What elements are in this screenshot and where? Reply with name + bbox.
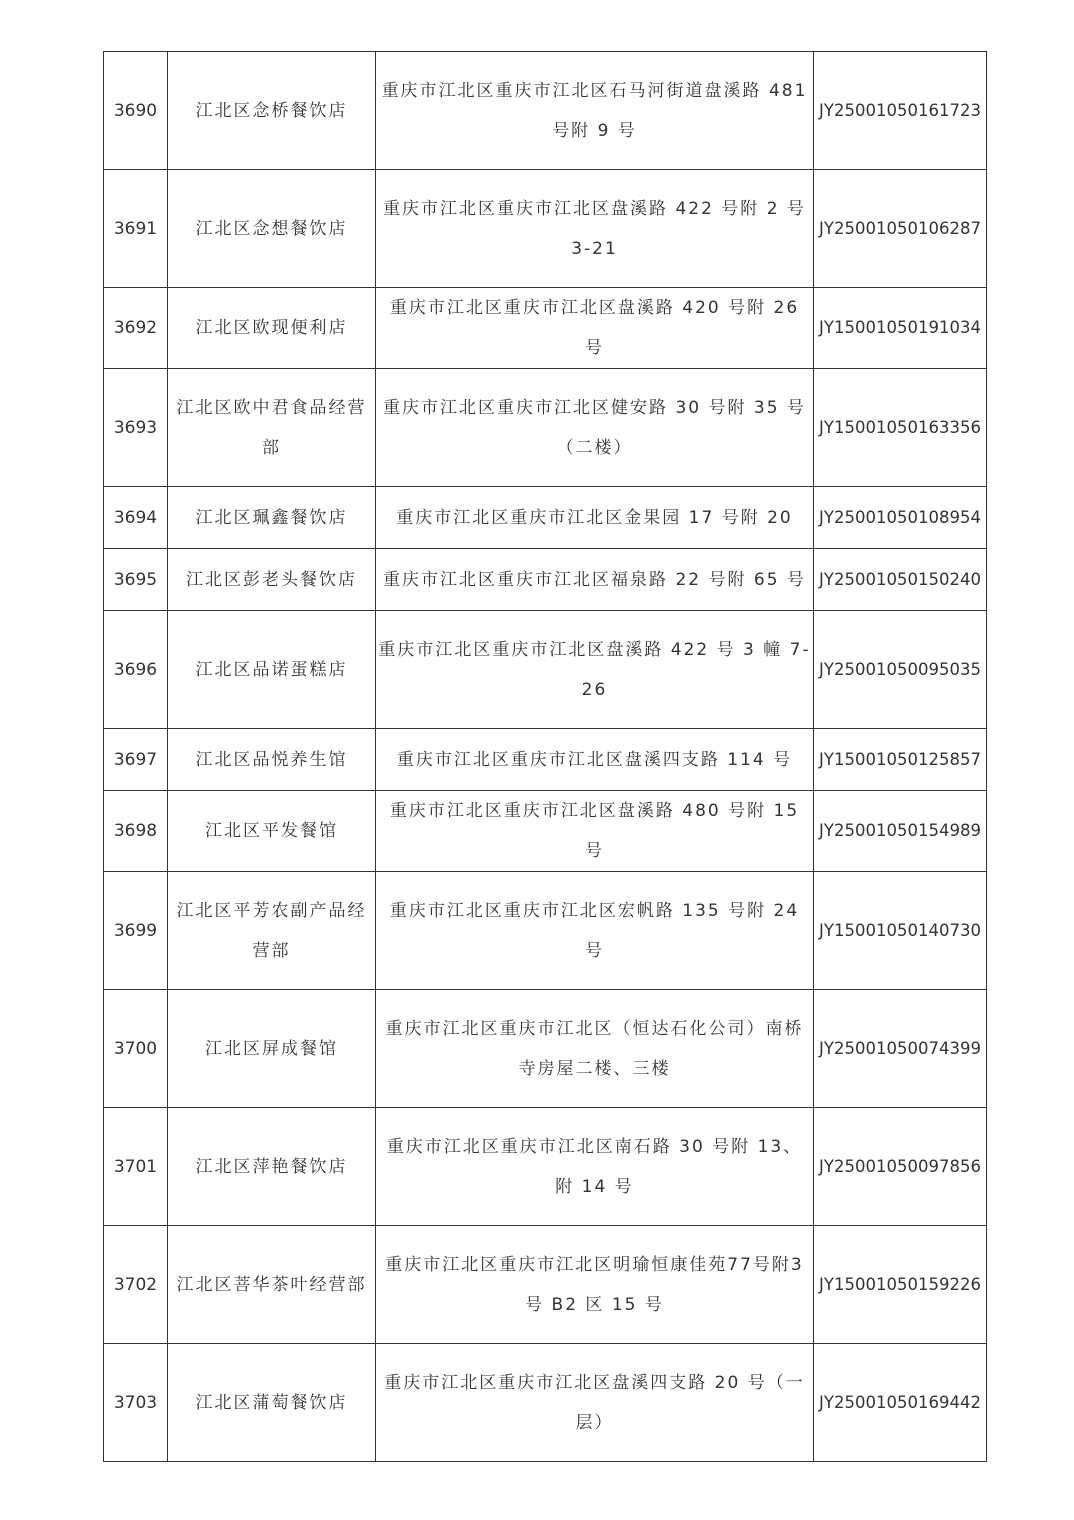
license-number: JY25001050097856 (814, 1108, 987, 1226)
table-row (104, 791, 987, 872)
license-number: JY25001050169442 (814, 1344, 987, 1462)
business-name: 江北区珮鑫餐饮店 (168, 487, 376, 549)
row-number: 3697 (104, 729, 168, 791)
row-number: 3700 (104, 990, 168, 1108)
business-name: 江北区菩华茶叶经营部 (168, 1226, 376, 1344)
table-row (104, 288, 987, 369)
business-address: 重庆市江北区重庆市江北区金果园 17 号附 20 (376, 487, 814, 549)
business-address: 重庆市江北区重庆市江北区明瑜恒康佳苑77号附3号 B2 区 15 号 (376, 1226, 814, 1344)
business-address: 重庆市江北区重庆市江北区石马河街道盘溪路 481 号附 9 号 (376, 52, 814, 170)
business-name: 江北区蒲萄餐饮店 (168, 1344, 376, 1462)
business-name: 江北区念想餐饮店 (168, 170, 376, 288)
table-row (104, 611, 987, 729)
row-number: 3691 (104, 170, 168, 288)
row-number: 3696 (104, 611, 168, 729)
row-number: 3695 (104, 549, 168, 611)
business-address: 重庆市江北区重庆市江北区（恒达石化公司）南桥寺房屋二楼、三楼 (376, 990, 814, 1108)
row-number: 3699 (104, 872, 168, 990)
license-number: JY25001050106287 (814, 170, 987, 288)
row-number: 3702 (104, 1226, 168, 1344)
business-address: 重庆市江北区重庆市江北区盘溪路 420 号附 26 号 (376, 288, 814, 369)
business-address: 重庆市江北区重庆市江北区宏帆路 135 号附 24 号 (376, 872, 814, 990)
business-name: 江北区萍艳餐饮店 (168, 1108, 376, 1226)
table-row (104, 52, 987, 170)
row-number: 3701 (104, 1108, 168, 1226)
business-address: 重庆市江北区重庆市江北区福泉路 22 号附 65 号 (376, 549, 814, 611)
table-row (104, 990, 987, 1108)
business-name: 江北区品悦养生馆 (168, 729, 376, 791)
license-number: JY25001050095035 (814, 611, 987, 729)
business-name: 江北区平芳农副产品经营部 (168, 872, 376, 990)
business-address: 重庆市江北区重庆市江北区盘溪四支路 114 号 (376, 729, 814, 791)
license-number: JY15001050163356 (814, 369, 987, 487)
license-number: JY15001050159226 (814, 1226, 987, 1344)
license-number: JY25001050161723 (814, 52, 987, 170)
row-number: 3703 (104, 1344, 168, 1462)
license-table (103, 51, 987, 1462)
table-row (104, 1226, 987, 1344)
business-name: 江北区欧现便利店 (168, 288, 376, 369)
table-row (104, 872, 987, 990)
table-row (104, 1344, 987, 1462)
business-address: 重庆市江北区重庆市江北区南石路 30 号附 13、附 14 号 (376, 1108, 814, 1226)
table-row (104, 487, 987, 549)
row-number: 3693 (104, 369, 168, 487)
license-number: JY15001050191034 (814, 288, 987, 369)
row-number: 3694 (104, 487, 168, 549)
business-address: 重庆市江北区重庆市江北区盘溪路 422 号附 2 号 3-21 (376, 170, 814, 288)
table-row (104, 369, 987, 487)
business-address: 重庆市江北区重庆市江北区盘溪路 480 号附 15 号 (376, 791, 814, 872)
license-number: JY15001050140730 (814, 872, 987, 990)
business-name: 江北区欧中君食品经营部 (168, 369, 376, 487)
license-number: JY15001050125857 (814, 729, 987, 791)
business-name: 江北区平发餐馆 (168, 791, 376, 872)
table-row (104, 729, 987, 791)
table-row (104, 1108, 987, 1226)
business-address: 重庆市江北区重庆市江北区盘溪路 422 号 3 幢 7-26 (376, 611, 814, 729)
business-address: 重庆市江北区重庆市江北区健安路 30 号附 35 号（二楼） (376, 369, 814, 487)
row-number: 3698 (104, 791, 168, 872)
table-row (104, 549, 987, 611)
license-number: JY25001050108954 (814, 487, 987, 549)
row-number: 3692 (104, 288, 168, 369)
table-row (104, 170, 987, 288)
license-number: JY25001050074399 (814, 990, 987, 1108)
business-name: 江北区品诺蛋糕店 (168, 611, 376, 729)
business-name: 江北区彭老头餐饮店 (168, 549, 376, 611)
license-number: JY25001050150240 (814, 549, 987, 611)
license-number: JY25001050154989 (814, 791, 987, 872)
business-name: 江北区念桥餐饮店 (168, 52, 376, 170)
row-number: 3690 (104, 52, 168, 170)
business-name: 江北区屏成餐馆 (168, 990, 376, 1108)
business-address: 重庆市江北区重庆市江北区盘溪四支路 20 号（一层） (376, 1344, 814, 1462)
